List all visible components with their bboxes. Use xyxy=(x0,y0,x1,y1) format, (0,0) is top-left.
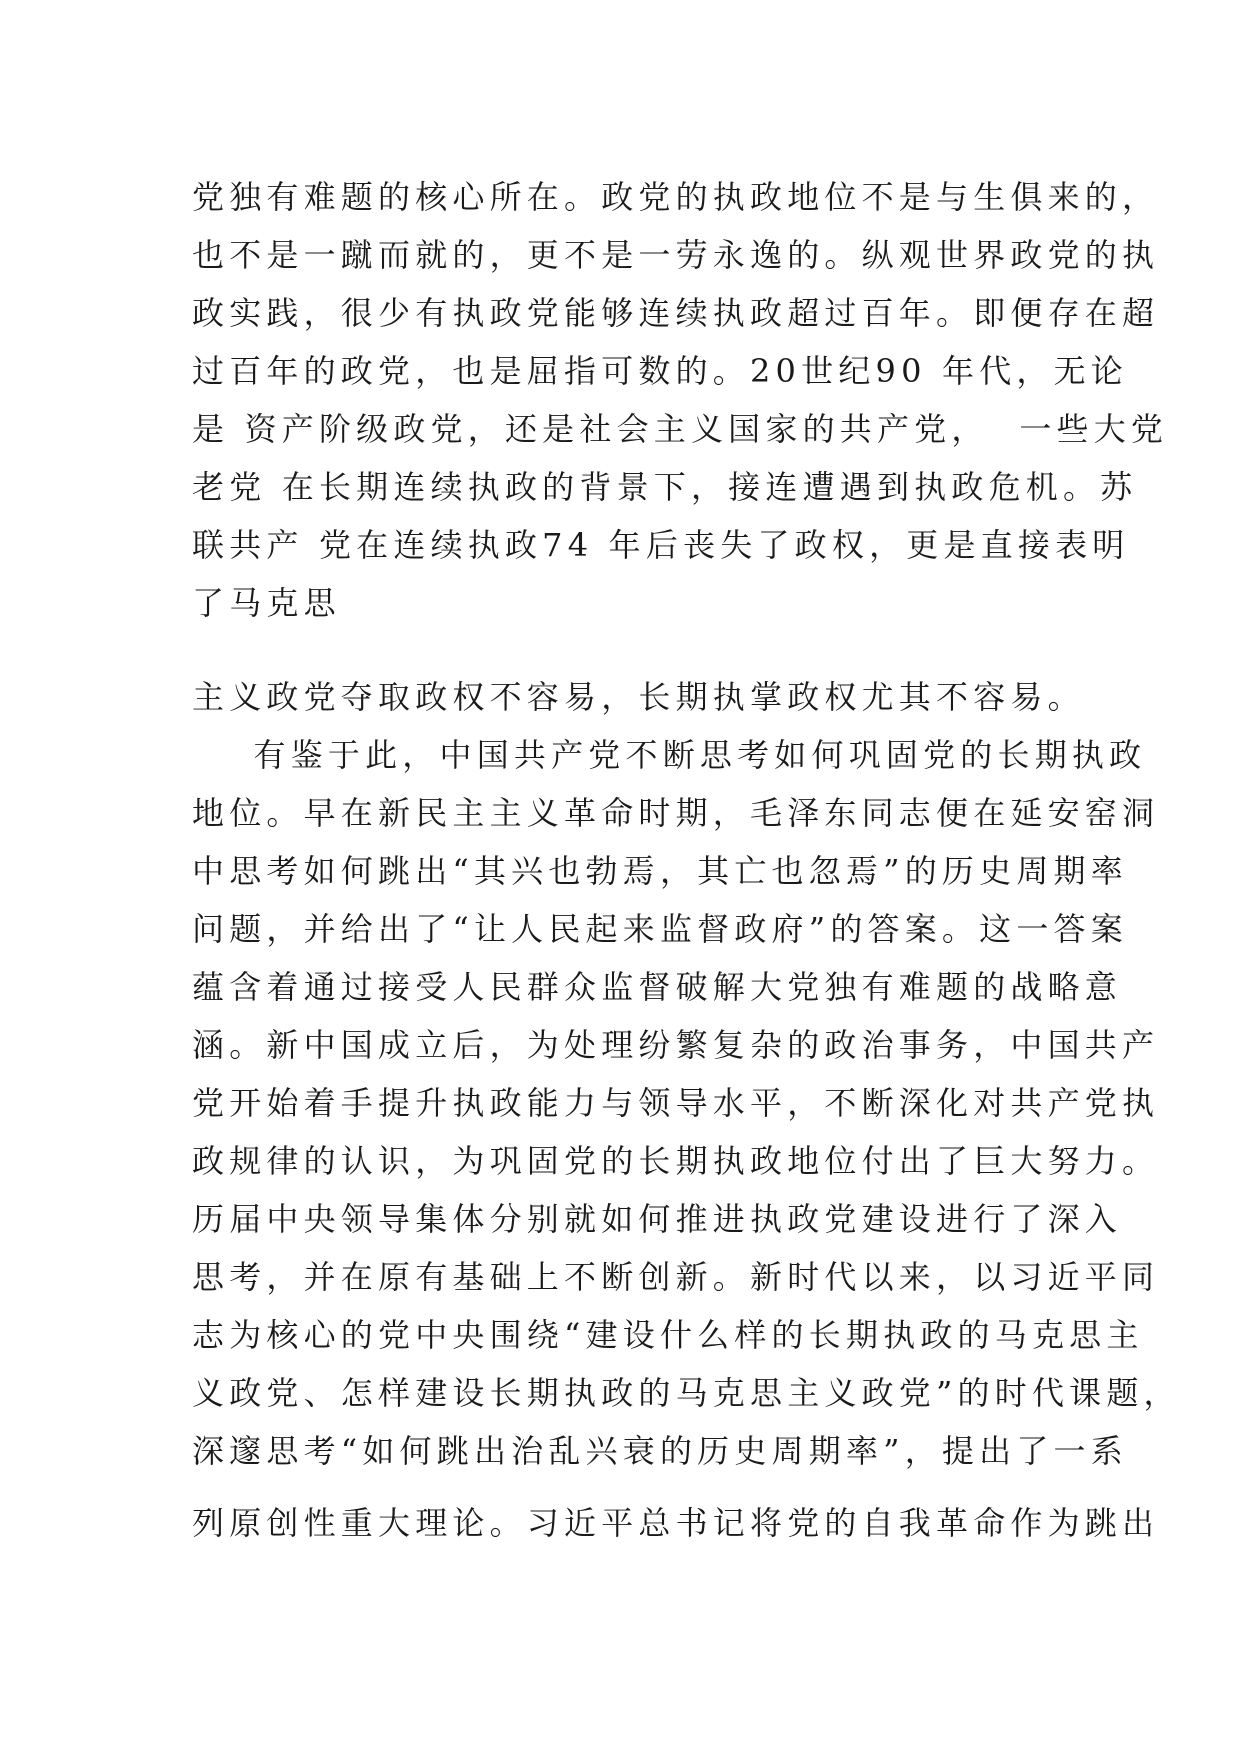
text-line: 联共产 党在连续执政74 年后丧失了政权，更是直接表明 xyxy=(192,526,1130,564)
text-line: 地位。早在新民主主义革命时期，毛泽东同志便在延安窑洞 xyxy=(192,794,1160,832)
text-line: 列原创性重大理论。习近平总书记将党的自我革命作为跳出 xyxy=(192,1504,1160,1542)
text-line: 也不是一蹴而就的，更不是一劳永逸的。纵观世界政党的执 xyxy=(192,236,1160,274)
text-line: 老党 在长期连续执政的背景下，接连遭遇到执政危机。苏 xyxy=(192,468,1138,506)
body-text xyxy=(192,168,1181,1552)
text-line: 过百年的政党，也是屈指可数的。20世纪90 年代，无论 xyxy=(192,352,1129,390)
text-line: 志为核心的党中央围绕“建设什么样的长期执政的马克思主 xyxy=(192,1316,1144,1354)
text-line: 义政党、怎样建设长期执政的马克思主义政党”的时代课题， xyxy=(192,1374,1181,1412)
text-line: 问题，并给出了“让人民起来监督政府”的答案。这一答案 xyxy=(192,910,1128,948)
text-line: 了马克思 xyxy=(192,584,341,622)
text-line: 党开始着手提升执政能力与领导水平，不断深化对共产党执 xyxy=(192,1084,1160,1122)
line-gap xyxy=(192,1480,1062,1494)
text-line: 有鉴于此，中国共产党不断思考如何巩固党的长期执政 xyxy=(192,736,1147,774)
text-line: 主义政党夺取政权不容易，长期执掌政权尤其不容易。 xyxy=(192,678,1085,716)
text-line: 是 资产阶级政党，还是社会主义国家的共产党， 一些大党 xyxy=(192,410,1169,448)
paragraph-gap xyxy=(192,632,1062,668)
text-line: 蕴含着通过接受人民群众监督破解大党独有难题的战略意 xyxy=(192,968,1123,1006)
text-line: 中思考如何跳出“其兴也勃焉，其亡也忽焉”的历史周期率 xyxy=(192,852,1128,890)
text-line: 涵。新中国成立后，为处理纷繁复杂的政治事务，中国共产 xyxy=(192,1026,1160,1064)
text-line: 政规律的认识，为巩固党的长期执政地位付出了巨大努力。 xyxy=(192,1142,1160,1180)
text-line: 政实践，很少有执政党能够连续执政超过百年。即便存在超 xyxy=(192,294,1160,332)
text-line: 深邃思考“如何跳出治乱兴衰的历史周期率”，提出了一系 xyxy=(192,1432,1128,1470)
text-line: 党独有难题的核心所在。政党的执政地位不是与生俱来的， xyxy=(192,178,1160,216)
text-line: 思考，并在原有基础上不断创新。新时代以来，以习近平同 xyxy=(192,1258,1160,1296)
text-line: 历届中央领导集体分别就如何推进执政党建设进行了深入 xyxy=(192,1200,1123,1238)
